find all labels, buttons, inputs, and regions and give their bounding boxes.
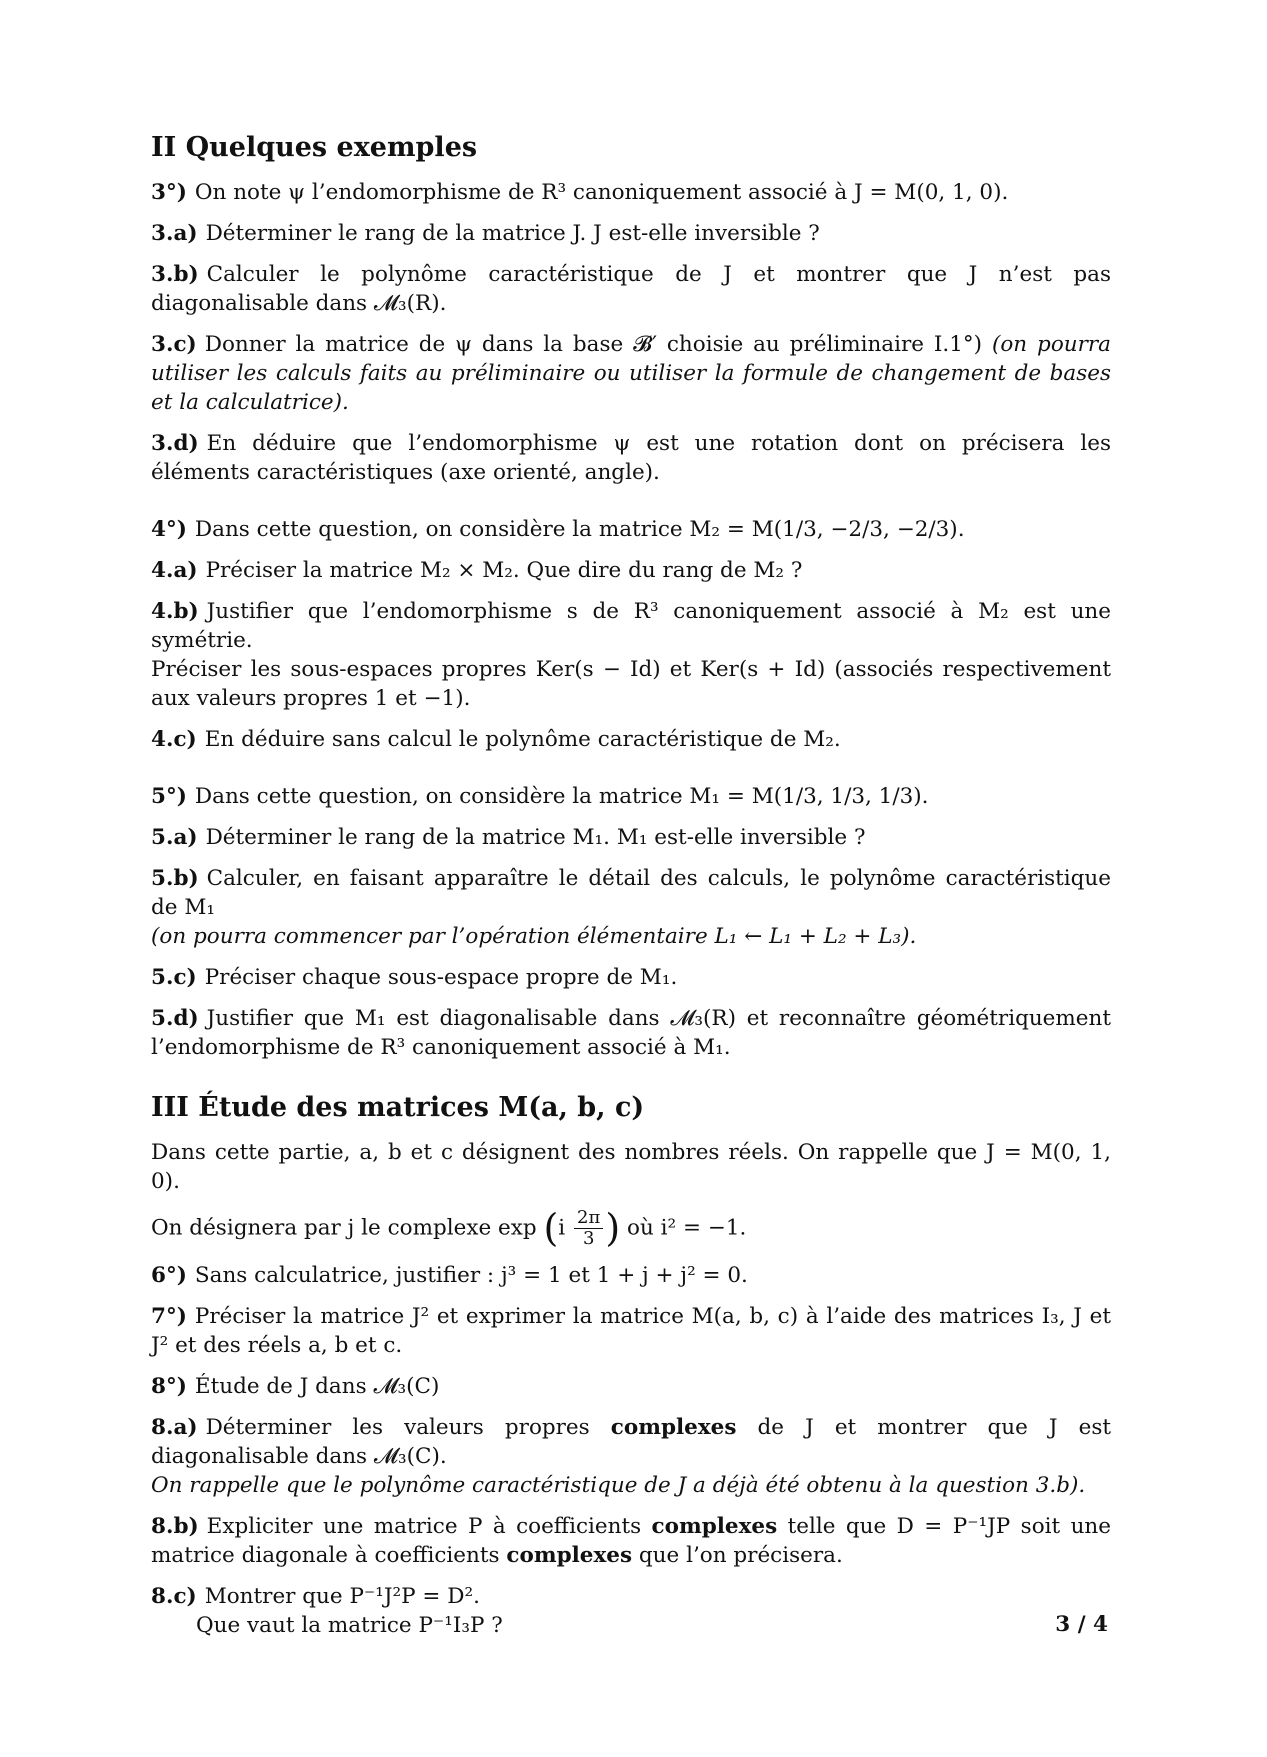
j-definition: On désignera par j le complexe exp (i $\frac{2\pi}{3}$ ) où i² = −1. — [151, 1206, 747, 1250]
question-5d: 5.d) Justifier que M₁ est diagonalisable dans 𝓜₃(R) et reconnaître géométriquement l’endomorphisme de R³ canoniquement associé à M₁. — [151, 1006, 1111, 1060]
question-4: 4°) Dans cette question, on considère la matrice M₂ = M(1/3, −2/3, −2/3). — [151, 517, 965, 542]
question-6: 6°) Sans calculatrice, justifier : j³ = 1 et 1 + j + j² = 0. — [151, 1263, 748, 1288]
question-5a: 5.a) Déterminer le rang de la matrice M₁. M₁ est-elle inversible ? — [151, 825, 866, 850]
fraction-2pi-over-3: $\frac{2\pi}{3}$ — [574, 1208, 603, 1249]
question-4a: 4.a) Préciser la matrice M₂ × M₂. Que dire du rang de M₂ ? — [151, 558, 803, 583]
question-5: 5°) Dans cette question, on considère la matrice M₁ = M(1/3, 1/3, 1/3). — [151, 784, 929, 809]
question-3b: 3.b) Calculer le polynôme caractéristique de J et montrer que J n’est pas diagonalisable dans 𝓜₃(R). — [151, 262, 1111, 316]
question-4c: 4.c) En déduire sans calcul le polynôme caractéristique de M₂. — [151, 727, 841, 752]
page-number: 3 / 4 — [1055, 1612, 1108, 1637]
question-5c: 5.c) Préciser chaque sous-espace propre de M₁. — [151, 965, 678, 990]
question-3c: 3.c) Donner la matrice de ψ dans la base 𝓑′ choisie au préliminaire I.1°) (on pourra utiliser les calculs faits au préliminaire ou utiliser la formule de changement de bases et la calculatrice). — [151, 332, 1111, 415]
question-3: 3°) On note ψ l’endomorphisme de R³ canoniquement associé à J = M(0, 1, 0). — [151, 180, 1009, 205]
question-4b: 4.b) Justifier que l’endomorphisme s de R³ canoniquement associé à M₂ est une symétrie. Préciser les sous-espaces propres Ker(s − Id) et Ker(s + Id) (associés respectivement aux valeurs propres 1 et −1). — [151, 599, 1111, 711]
question-8a: 8.a) Déterminer les valeurs propres complexes de J et montrer que J est diagonalisable dans 𝓜₃(C). On rappelle que le polynôme caractéristique de J a déjà été obtenu à la question 3.b). — [151, 1415, 1111, 1498]
question-3d: 3.d) En déduire que l’endomorphisme ψ est une rotation dont on précisera les éléments caractéristiques (axe orienté, angle). — [151, 431, 1111, 485]
question-8: 8°) Étude de J dans 𝓜₃(C) — [151, 1374, 440, 1399]
question-7: 7°) Préciser la matrice J² et exprimer la matrice M(a, b, c) à l’aide des matrices I₃, J et J² et des réels a, b et c. — [151, 1304, 1111, 1358]
question-3a: 3.a) Déterminer le rang de la matrice J. J est-elle inversible ? — [151, 221, 820, 246]
document-page — [151, 130, 1111, 1652]
section-3-intro: Dans cette partie, a, b et c désignent des nombres réels. On rappelle que J = M(0, 1, 0). — [151, 1140, 1111, 1194]
section-3-title: III Étude des matrices M(a, b, c) — [151, 1092, 645, 1123]
section-2-title: II Quelques exemples — [151, 132, 478, 163]
question-5b: 5.b) Calculer, en faisant apparaître le détail des calculs, le polynôme caractéristique de M₁ (on pourra commencer par l’opération élémentaire L₁ ← L₁ + L₂ + L₃). — [151, 866, 1111, 949]
question-8c: 8.c) Montrer que P⁻¹J²P = D². Que vaut la matrice P⁻¹I₃P ? — [151, 1584, 503, 1638]
question-8b: 8.b) Expliciter une matrice P à coefficients complexes telle que D = P⁻¹JP soit une matrice diagonale à coefficients complexes que l’on précisera. — [151, 1514, 1111, 1568]
